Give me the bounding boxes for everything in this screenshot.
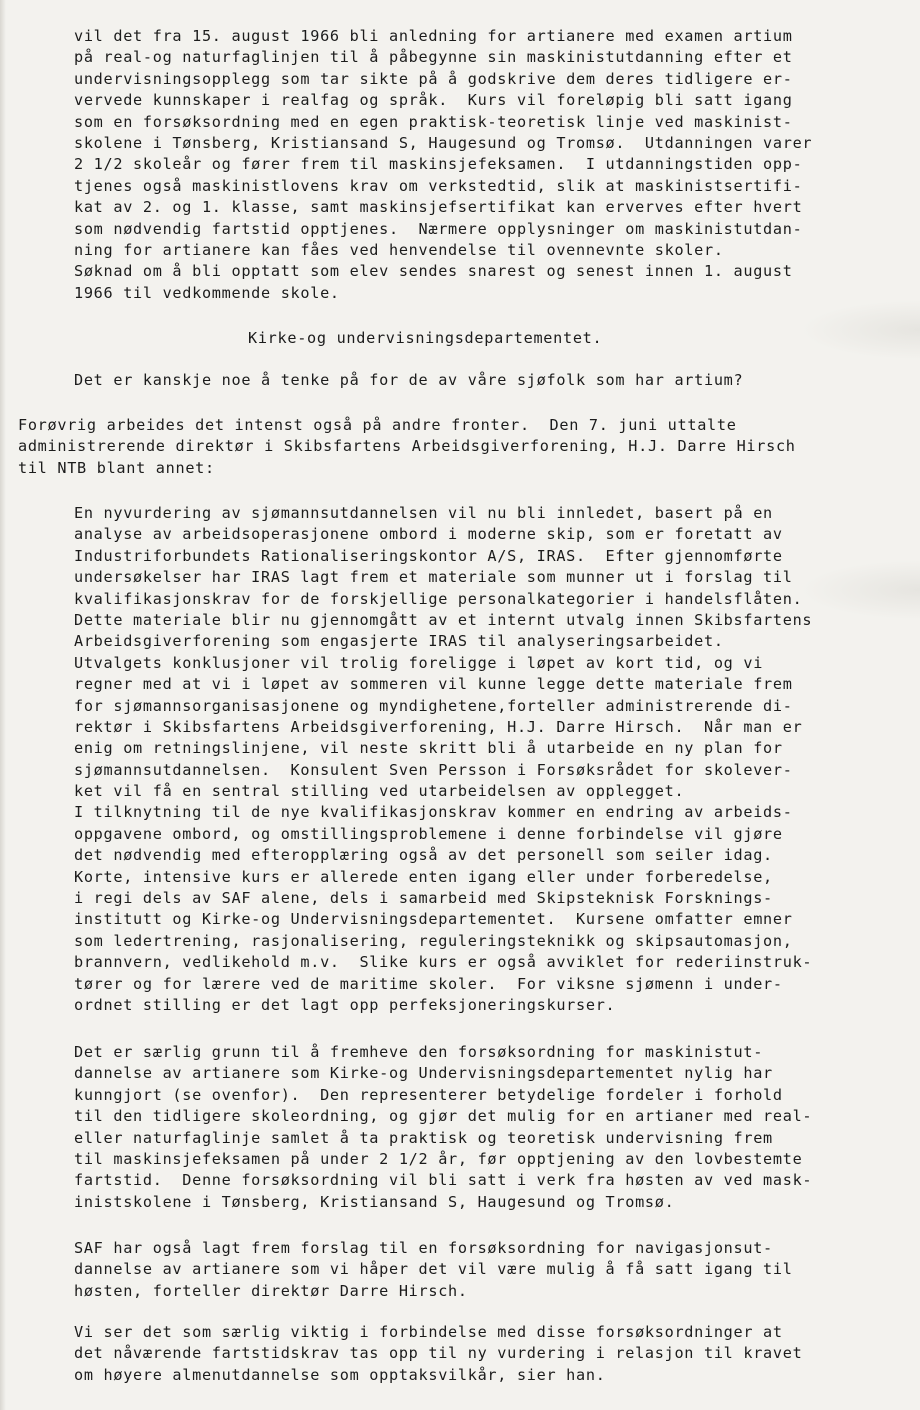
text-line: det nødvendig med efteropplæring også av det personell som seiler idag. — [74, 846, 773, 865]
text-line: til den tidligere skoleordning, og gjør det mulig for en artianer med real- — [74, 1107, 813, 1126]
paragraph-hirsch-statement — [74, 503, 812, 1016]
text-line: Søknad om å bli opptatt som elev sendes snarest og senest innen 1. august — [74, 262, 793, 281]
text-line: ket vil få en sentral stilling ved utarbeidelsen av opplegget. — [74, 782, 685, 801]
text-line: regner med at vi i løpet av sommeren vil kunne legge dette materiale frem — [74, 675, 793, 694]
text-line: enig om retningslinjene, vil neste skritt bli å utarbeide en ny plan for — [74, 739, 783, 758]
text-line: eller naturfaglinje samlet å ta praktisk og teoretisk undervisning frem — [74, 1128, 773, 1147]
text-line: kunngjort (se ovenfor). Den representerer betydelige fordeler i forhold — [74, 1085, 783, 1104]
text-line: Kirke-og undervisningsdepartementet. — [248, 329, 603, 347]
show-through-mark — [800, 560, 920, 620]
text-line: tører og for lærere ved de maritime skoler. For viksne sjømenn i under- — [74, 974, 783, 993]
text-line: Dette materiale blir nu gjennomgått av et internt utvalg innen Skibsfartens — [74, 610, 813, 629]
text-line: Vi ser det som særlig viktig i forbindelse med disse forsøksordninger at — [74, 1323, 783, 1341]
text-line: det nåværende fartstidskrav tas opp til ny vurdering i relasjon til kravet — [74, 1344, 803, 1363]
text-line: Arbeidsgiverforening som engasjerte IRAS til analyseringsarbeidet. — [74, 632, 724, 651]
text-line: til NTB blant annet: — [18, 458, 215, 477]
text-line: skolene i Tønsberg, Kristiansand S, Haugesund og Tromsø. Utdanningen varer — [74, 133, 813, 152]
text-line: 2 1/2 skoleår og fører frem til maskinsjefeksamen. I utdanningstiden opp- — [74, 155, 803, 174]
text-line: dannelse av artianere som vi håper det vil være mulig å få satt igang til — [74, 1260, 793, 1279]
text-line: undervisningsopplegg som tar sikte på å godskrive dem deres tidligere er- — [74, 69, 793, 88]
paragraph-signature-department — [248, 328, 602, 349]
text-line: oppgavene ombord, og omstillingsproblemene i denne forbindelse vil gjøre — [74, 824, 783, 843]
text-line: Det er kanskje noe å tenke på for de av våre sjøfolk som har artium? — [74, 371, 744, 389]
show-through-mark — [800, 300, 920, 360]
text-line: rektør i Skibsfartens Arbeidsgiverforening, H.J. Darre Hirsch. Når man er — [74, 717, 803, 736]
text-line: SAF har også lagt frem forslag til en forsøksordning for navigasjonsut- — [74, 1239, 773, 1257]
paragraph-course-announcement — [74, 26, 812, 304]
text-line: Korte, intensive kurs er allerede enten igang eller under forberedelse, — [74, 867, 773, 886]
paragraph-sea-time-requirement — [74, 1322, 802, 1386]
text-line: tjenes også maskinistlovens krav om verkstedtid, slik at maskinistsertifi- — [74, 176, 803, 195]
text-line: kat av 2. og 1. klasse, samt maskinsjefsertifikat kan erverves efter hvert — [74, 198, 803, 217]
text-line: til maskinsjefeksamen på under 2 1/2 år, før opptjening av den lovbestemte — [74, 1149, 803, 1168]
text-line: som ledertrening, rasjonalisering, reguleringsteknikk og skipsautomasjon, — [74, 931, 793, 950]
text-line: fartstid. Denne forsøksordning vil bli satt i verk fra høsten av ved mask- — [74, 1171, 813, 1190]
text-line: Industriforbundets Rationaliseringskontor A/S, IRAS. Efter gjennomførte — [74, 546, 783, 565]
text-line: administrerende direktør i Skibsfartens Arbeidsgiverforening, H.J. Darre Hirsch — [18, 437, 796, 456]
text-line: ordnet stilling er det lagt opp perfeksjoneringskurser. — [74, 995, 616, 1014]
text-line: dannelse av artianere som Kirke-og Undervisningsdepartementet nylig har — [74, 1064, 773, 1083]
text-line: I tilknytning til de nye kvalifikasjonskrav kommer en endring av arbeids- — [74, 803, 793, 822]
text-line: kvalifikasjonskrav for de forskjellige personalkategorier i handelsflåten. — [74, 589, 803, 608]
text-line: ning for artianere kan fåes ved henvendelse til ovennevnte skoler. — [74, 240, 724, 259]
text-line: Det er særlig grunn til å fremheve den forsøksordning for maskinistut- — [74, 1043, 764, 1061]
text-line: inistskolene i Tønsberg, Kristiansand S, Haugesund og Tromsø. — [74, 1192, 675, 1211]
text-line: på real-og naturfaglinjen til å påbegynne sin maskinistutdanning efter et — [74, 48, 793, 67]
text-line: som en forsøksordning med en egen praktisk-teoretisk linje ved maskinist- — [74, 112, 793, 131]
text-line: i regi dels av SAF alene, dels i samarbeid med Skipsteknisk Forsknings- — [74, 889, 773, 908]
text-line: vervede kunnskaper i realfag og språk. Kurs vil foreløpig bli satt igang — [74, 91, 793, 110]
text-line: brannvern, vedlikehold m.v. Slike kurs er også avviklet for rederiinstruk- — [74, 953, 813, 972]
text-line: undersøkelser har IRAS lagt frem et materiale som munner ut i forslag til — [74, 568, 793, 587]
page-edge-shadow — [0, 0, 6, 1410]
text-line: vil det fra 15. august 1966 bli anledning for artianere med examen artium — [74, 27, 793, 45]
paragraph-navigation-proposal — [74, 1238, 793, 1302]
paragraph-artium-question — [74, 370, 743, 391]
text-line: institutt og Kirke-og Undervisningsdepartementet. Kursene omfatter emner — [74, 910, 793, 929]
text-line: for sjømannsorganisasjonene og myndighetene,forteller administrerende di- — [74, 696, 793, 715]
text-line: analyse av arbeidsoperasjonene ombord i moderne skip, som er foretatt av — [74, 525, 783, 544]
paragraph-other-fronts — [18, 415, 796, 479]
text-line: Forøvrig arbeides det intenst også på andre fronter. Den 7. juni uttalte — [18, 416, 737, 434]
text-line: om høyere almenutdannelse som opptaksvilkår, sier han. — [74, 1365, 606, 1384]
paragraph-trial-scheme — [74, 1042, 812, 1213]
text-line: sjømannsutdannelsen. Konsulent Sven Persson i Forsøksrådet for skolever- — [74, 760, 793, 779]
text-line: høsten, forteller direktør Darre Hirsch. — [74, 1281, 468, 1300]
text-line: Utvalgets konklusjoner vil trolig foreligge i løpet av kort tid, og vi — [74, 653, 764, 672]
text-line: En nyvurdering av sjømannsutdannelsen vil nu bli innledet, basert på en — [74, 504, 773, 522]
text-line: som nødvendig fartstid opptjenes. Nærmere opplysninger om maskinistutdan- — [74, 219, 803, 238]
text-line: 1966 til vedkommende skole. — [74, 283, 340, 302]
